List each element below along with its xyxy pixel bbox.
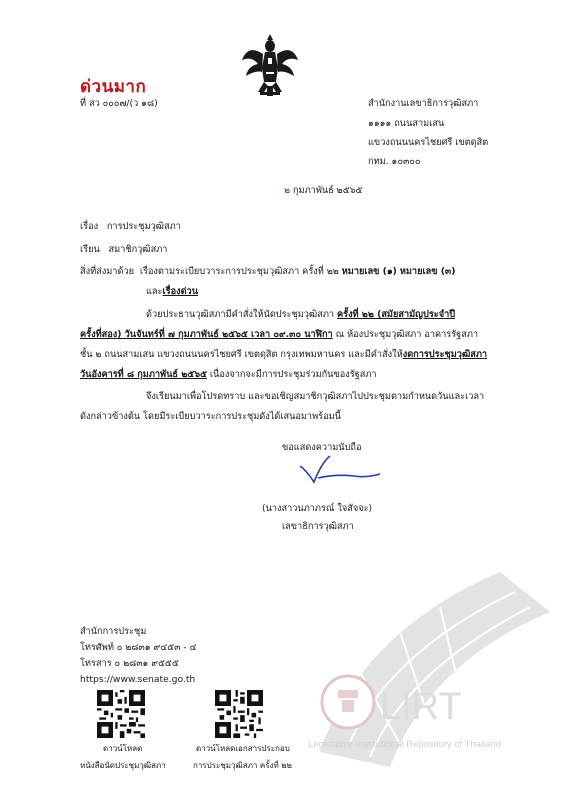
body-p1-line-3 — [80, 349, 487, 361]
enclosure-line-2 — [146, 286, 198, 298]
sender-line-3: แขวงถนนนครไชยศรี เขตดุสิต — [368, 137, 489, 148]
signatory-position: เลขาธิการวุฒิสภา — [282, 521, 354, 532]
lirt-acronym: LIRT — [380, 686, 462, 728]
doc-number: ที่ สว ๐๐๐๗/(ว ๑๘) — [80, 98, 158, 109]
enclosure-item-2: หมายเลข (๓) — [399, 266, 456, 277]
date-rest: กุมภาพันธ์ ๒๕๖๕ — [290, 185, 363, 196]
sender-line-2: ๑๑๑๑ ถนนสามเสน — [368, 118, 445, 129]
sender-line-4: กทม. ๑๐๓๐๐ — [368, 156, 421, 167]
date-day: ๒ — [284, 185, 291, 196]
body-p1-line-2 — [80, 329, 478, 341]
body-p1-line-1 — [146, 309, 455, 321]
lirt-fullname: Legislative Institutional Repository of Thailand — [308, 739, 502, 750]
qr-code-icon[interactable] — [97, 690, 145, 738]
qr-code-icon[interactable] — [215, 690, 263, 738]
body-p1-l1-a: ด้วยประธานวุฒิสภามีคำสั่งให้นัดประชุมวุฒิสภา — [146, 309, 337, 320]
footer-fax: โทรสาร ๐ ๒๘๓๑ ๙๕๕๕ — [80, 658, 179, 669]
body-p1-l3-a: ชั้น ๒ ถนนสามเสน แขวงถนนนครไชยศรี เขตดุสิต กรุงเทพมหานคร และมีคำสั่งให้ — [80, 349, 403, 360]
enclosure-line-1 — [80, 266, 455, 278]
urgency-label: ด่วนมาก — [80, 77, 147, 97]
lirt-watermark — [300, 552, 562, 795]
enclosure-urgent: เรื่องด่วน — [162, 286, 198, 297]
footer-phone: โทรศัพท์ ๐ ๒๘๓๑ ๙๔๕๓ - ๔ — [80, 642, 197, 653]
body-p2-line-1: จึงเรียนมาเพื่อโปรดทราบ และขอเชิญสมาชิกวุฒิสภาไปประชุมตามกำหนดวันและเวลา — [146, 391, 485, 402]
enclosure-text: เรื่องตามระเบียบวาระการประชุมวุฒิสภา ครั้งที่ ๒๒ — [139, 266, 339, 277]
body-p1-line-4 — [80, 369, 377, 381]
closing-salutation: ขอแสดงความนับถือ — [282, 442, 362, 453]
garuda-emblem-icon — [238, 30, 302, 102]
signature-icon — [296, 452, 386, 488]
letter-date — [284, 185, 362, 197]
body-p1-l1-b: ครั้งที่ ๒๒ (สมัยสามัญประจำปี — [336, 309, 456, 320]
body-p1-l2-b: ณ ห้องประชุมวุฒิสภา อาคารรัฐสภา — [332, 329, 479, 340]
body-p1-l3-b: งดการประชุมวุฒิสภา — [402, 349, 488, 360]
enclosure-label: สิ่งที่ส่งมาด้วย — [80, 266, 134, 277]
enclosure-and: และ — [146, 286, 163, 297]
enclosure-item-1: หมายเลข (๑) — [341, 266, 397, 277]
subject-line — [80, 221, 181, 233]
qr2-caption-2: การประชุมวุฒิสภา ครั้งที่ ๒๒ — [193, 761, 292, 770]
qr1-caption-2: หนังสือนัดประชุมวุฒิสภา — [80, 761, 166, 770]
to-line — [80, 244, 167, 256]
body-p1-l4-b: เนื่องจากจะมีการประชุมร่วมกันของรัฐสภา — [207, 369, 377, 380]
to-label: เรียน — [80, 244, 100, 255]
signatory-name: (นางสาวนภาภรณ์ ใจสัจจะ) — [262, 503, 373, 514]
qr1-caption-1: ดาวน์โหลด — [103, 744, 143, 753]
sender-line-1: สำนักงานเลขาธิการวุฒิสภา — [368, 98, 479, 109]
subject-value: การประชุมวุฒิสภา — [106, 221, 181, 232]
to-value: สมาชิกวุฒิสภา — [108, 244, 168, 255]
body-p2-line-2: ดังกล่าวข้างต้น โดยมีระเบียบวาระการประชุมดังได้เสนอมาพร้อมนี้ — [80, 411, 341, 422]
footer-url[interactable]: https://www.senate.go.th — [80, 674, 196, 685]
body-p1-l2-a: ครั้งที่สอง) วันจันทร์ที่ ๗ กุมภาพันธ์ ๒๕๖๕ เวลา ๐๙.๓๐ นาฬิกา — [80, 329, 333, 340]
subject-label: เรื่อง — [80, 221, 99, 232]
body-p1-l4-a: วันอังคารที่ ๘ กุมภาพันธ์ ๒๕๖๕ — [80, 369, 207, 380]
qr2-caption-1: ดาวน์โหลดเอกสารประกอบ — [196, 744, 290, 753]
footer-office: สำนักการประชุม — [80, 626, 147, 637]
